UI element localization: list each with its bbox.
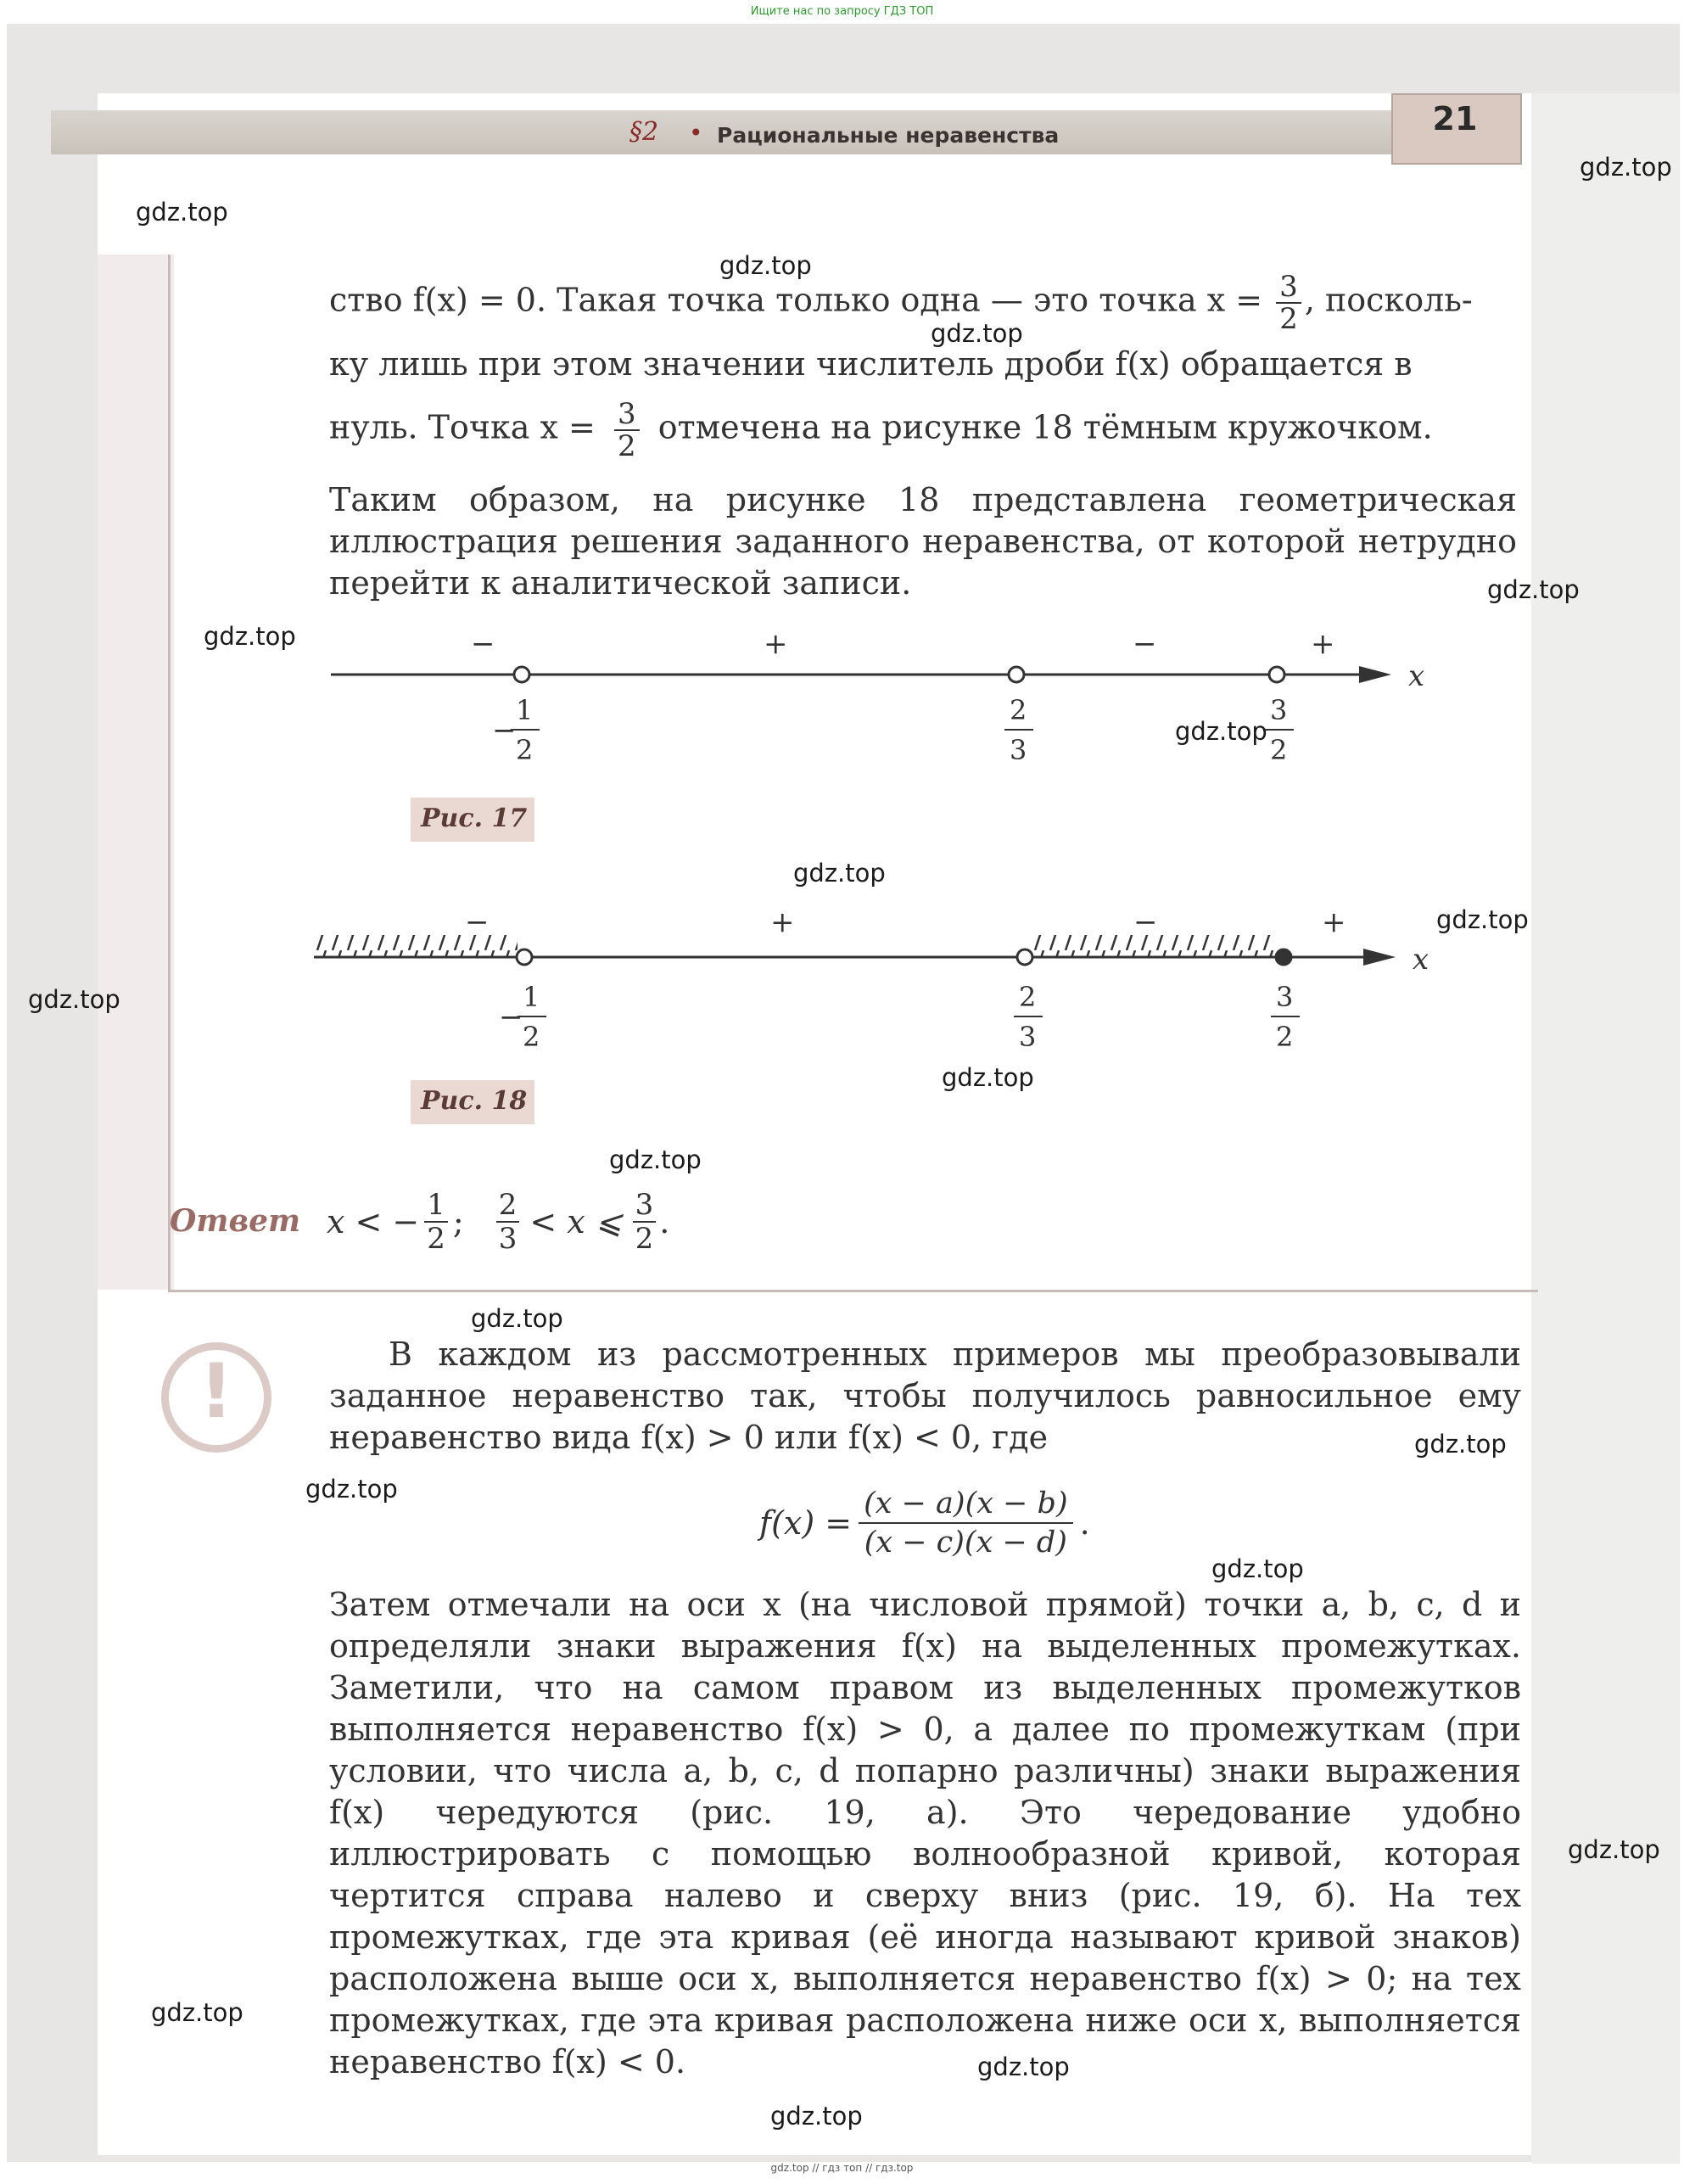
fraction-numerator: 3 — [633, 1189, 657, 1223]
page-number: 21 — [1432, 100, 1478, 137]
watermark: gdz.top — [151, 1998, 243, 2027]
watermark: gdz.top — [1487, 575, 1580, 604]
fraction-denominator: 2 — [617, 429, 636, 463]
fraction — [1276, 272, 1301, 334]
summary-paragraph-2: Затем отмечали на оси x (на числовой прямой) точки a, b, c, d и определяли знаки выражения f(x) на выделенных промежутках. Заметили, что на самом правом из выделенных промежутков выполняется неравенство f(x) > 0, а далее по промежуткам (при условии, что числа a, b, c, d попарно различны) знаки выражения f(x) чередуются (рис. 19, а). Это чередование удобно иллюстрировать с помощью волнообразной кривой, которая чертится справа налево и сверху вниз (рис. 19, б). На тех промежутках, где эта кривая (её иногда называют кривой знаков) расположена выше оси x, выполняется неравенство f(x) > 0; на тех промежутках, где эта кривая расположена ниже оси x, выполняется неравенство f(x) < 0. — [329, 1586, 1521, 2080]
point-label-num: 3 — [1276, 981, 1294, 1013]
watermark: gdz.top — [136, 198, 228, 227]
open-point — [1269, 667, 1284, 682]
formula-lhs: f(x) = — [759, 1504, 853, 1542]
open-point — [1017, 949, 1032, 965]
answer-part-2: < x ⩽ — [529, 1203, 623, 1240]
sign-3: − — [1133, 905, 1158, 939]
sign-4: + — [1322, 905, 1346, 939]
watermark: gdz.top — [1414, 1430, 1507, 1459]
point-label-num: 1 — [516, 694, 534, 726]
sign-2: + — [764, 627, 788, 661]
fraction-numerator: 3 — [1276, 272, 1301, 304]
intro-line-1-text: ство f(x) = 0. Такая точка только одна — это точка x = — [329, 281, 1263, 319]
figure-18 — [314, 899, 1451, 1069]
arrow-head — [1359, 666, 1391, 683]
point-label-den: 2 — [1276, 1021, 1294, 1053]
axis-var: x — [1408, 659, 1425, 693]
answer-part-1: x < − — [327, 1203, 420, 1240]
watermark: gdz.top — [719, 251, 812, 280]
header-bullet: • — [689, 119, 703, 147]
open-point — [1009, 667, 1024, 682]
bottom-banner: gdz.top // гдз топ // гдз.top — [770, 2162, 914, 2174]
intro-line-3-end: отмечена на рисунке 18 тёмным кружочком. — [657, 408, 1433, 446]
point-label-num: 2 — [1019, 981, 1037, 1013]
watermark: gdz.top — [305, 1475, 398, 1504]
point-label-sign: − — [499, 1000, 523, 1034]
intro-line-2: ку лишь при этом значении числитель дроби f(x) обращается в — [329, 345, 1413, 383]
point-label-den: 3 — [1019, 1021, 1037, 1053]
watermark: gdz.top — [770, 2102, 863, 2131]
watermark: gdz.top — [1211, 1554, 1304, 1583]
point-label-den: 2 — [1270, 734, 1288, 766]
answer-separator: ; — [452, 1203, 464, 1240]
fraction — [496, 1189, 520, 1255]
point-label-num: 2 — [1010, 694, 1027, 726]
watermark: gdz.top — [1580, 153, 1672, 182]
point-label-num: 3 — [1270, 694, 1288, 726]
intro-paragraph-2: Таким образом, на рисунке 18 представлена геометрическая иллюстрация решения заданного неравенства, от которой нетрудно перейти к аналитической записи. — [329, 481, 1517, 602]
formula-numerator: (x − a)(x − b) — [859, 1485, 1073, 1524]
axis-var: x — [1413, 943, 1429, 977]
watermark: gdz.top — [942, 1063, 1034, 1092]
answer-label: Ответ — [170, 1203, 301, 1239]
sign-1: − — [471, 627, 495, 661]
formula-denominator: (x − c)(x − d) — [864, 1526, 1067, 1560]
fraction-denominator: 2 — [1279, 302, 1298, 336]
arrow-head — [1363, 949, 1396, 966]
watermark: gdz.top — [1175, 717, 1267, 746]
intro-line-1 — [329, 272, 1517, 334]
formula-fraction — [859, 1485, 1073, 1561]
watermark: gdz.top — [1436, 905, 1529, 934]
sign-4: + — [1311, 627, 1335, 661]
sign-1: − — [465, 905, 490, 939]
intro-line-1-end: , посколь- — [1304, 281, 1473, 319]
watermark: gdz.top — [28, 985, 120, 1014]
fraction-numerator: 1 — [424, 1189, 448, 1223]
fraction-denominator: 3 — [498, 1222, 518, 1256]
watermark: gdz.top — [977, 2052, 1070, 2081]
top-banner: Ищите нас по запросу ГДЗ ТОП — [750, 5, 934, 18]
watermark: gdz.top — [793, 859, 886, 888]
fraction — [424, 1189, 448, 1255]
fig-18-label: Рис. 18 — [421, 1086, 528, 1116]
point-label-den: 2 — [516, 734, 534, 766]
point-label-den: 2 — [523, 1021, 540, 1053]
answer-end: . — [659, 1203, 670, 1240]
watermark: gdz.top — [204, 622, 296, 651]
section-number: §2 — [629, 117, 659, 147]
answer-expression — [327, 1179, 669, 1264]
point-label-num: 1 — [523, 981, 540, 1013]
intro-line-3-text: нуль. Точка x = — [329, 408, 596, 446]
fig-17-label: Рис. 17 — [421, 804, 528, 833]
point-label-sign: − — [492, 714, 517, 748]
watermark: gdz.top — [471, 1304, 563, 1333]
fraction-numerator: 2 — [496, 1189, 520, 1223]
point-label-den: 3 — [1010, 734, 1027, 766]
fraction-denominator: 2 — [635, 1222, 654, 1256]
watermark: gdz.top — [931, 319, 1023, 348]
summary-formula — [759, 1485, 1090, 1561]
sign-2: + — [770, 905, 795, 939]
fraction — [614, 399, 640, 462]
watermark: gdz.top — [1568, 1835, 1660, 1864]
filled-point — [1276, 949, 1291, 965]
intro-line-3 — [329, 399, 1517, 462]
fraction — [633, 1189, 657, 1255]
exclamation-icon: ! — [199, 1347, 234, 1435]
formula-end: . — [1079, 1504, 1090, 1542]
fraction-numerator: 3 — [614, 399, 640, 431]
left-margin-band — [98, 255, 174, 1290]
open-point — [514, 667, 529, 682]
open-point — [517, 949, 532, 965]
header-title: Рациональные неравенства — [717, 123, 1060, 148]
summary-paragraph-1: В каждом из рассмотренных примеров мы преобразовывали заданное неравенство так, чтобы получилось равносильное ему неравенство вида f(x) > 0 или f(x) < 0, где — [329, 1336, 1521, 1456]
watermark: gdz.top — [609, 1145, 702, 1174]
figure-17 — [322, 619, 1451, 789]
fraction-denominator: 2 — [427, 1222, 445, 1256]
sign-3: − — [1133, 627, 1157, 661]
